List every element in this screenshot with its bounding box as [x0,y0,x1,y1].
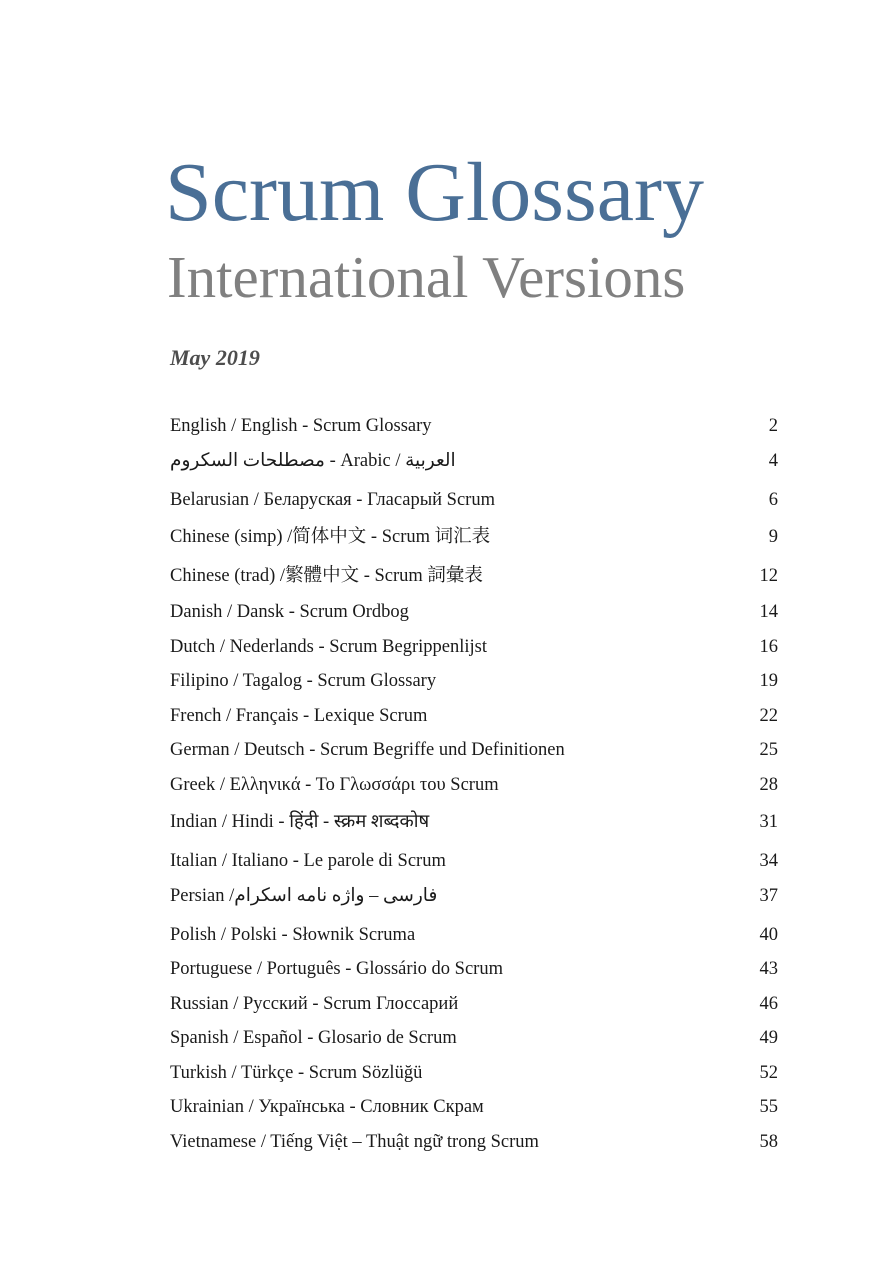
toc-entry-page-number: 14 [759,602,778,622]
toc-entry-chinese-simplified[interactable] [170,523,778,551]
toc-entry-label: Indian / Hindi - हिंदी - स्क्रम शब्दकोष [170,812,430,832]
toc-entry-page-number: 37 [759,886,778,906]
toc-entry-page-number: 49 [759,1028,778,1048]
toc-entry-page-number: 4 [768,451,778,471]
toc-entry-page-number: 58 [759,1132,778,1152]
toc-entry-label: Greek / Ελληνικά - Το Γλωσσάρι του Scrum [170,775,499,795]
toc-entry-italian[interactable] [170,847,778,875]
toc-entry-label: العربية / Arabic - مصطلحات السكروم [170,451,456,471]
toc-entry-page-number: 40 [759,925,778,945]
toc-entry-label: Filipino / Tagalog - Scrum Glossary [170,671,437,691]
toc-entry-hindi[interactable] [170,808,778,836]
toc-entry-label: Polish / Polski - Słownik Scruma [170,925,416,945]
toc-entry-persian[interactable] [170,882,778,910]
document-title: Scrum Glossary [165,146,704,239]
toc-entry-polish[interactable] [170,921,778,949]
toc-entry-label: Spanish / Español - Glosario de Scrum [170,1028,457,1048]
toc-entry-label: Russian / Русский - Scrum Глоссарий [170,994,459,1014]
toc-entry-portuguese[interactable] [170,955,778,983]
toc-entry-label: Italian / Italiano - Le parole di Scrum [170,851,446,871]
toc-entry-page-number: 19 [759,671,778,691]
toc-entry-page-number: 9 [768,527,778,547]
toc-entry-label: Chinese (simp) /简体中文 - Scrum 词汇表 [170,527,491,547]
toc-entry-page-number: 52 [759,1063,778,1083]
toc-entry-french[interactable] [170,702,778,730]
toc-entry-label: Chinese (trad) /繁體中文 - Scrum 詞彙表 [170,566,483,586]
toc-entry-arabic[interactable] [170,447,778,475]
toc-entry-ukrainian[interactable] [170,1093,778,1121]
toc-entry-label: French / Français - Lexique Scrum [170,706,428,726]
toc-entry-page-number: 43 [759,959,778,979]
toc-entry-dutch[interactable] [170,633,778,661]
document-date: May 2019 [170,345,260,370]
toc-entry-page-number: 28 [759,775,778,795]
toc-entry-spanish[interactable] [170,1024,778,1052]
toc-entry-label: Turkish / Türkçe - Scrum Sözlüğü [170,1063,423,1083]
toc-entry-chinese-traditional[interactable] [170,562,778,590]
toc-entry-label: Portuguese / Português - Glossário do Scrum [170,959,503,979]
toc-entry-page-number: 22 [759,706,778,726]
toc-entry-label: German / Deutsch - Scrum Begriffe und Definitionen [170,740,565,760]
toc-entry-page-number: 2 [768,416,778,436]
toc-entry-page-number: 31 [759,812,778,832]
toc-entry-page-number: 6 [768,490,778,510]
toc-entry-danish[interactable] [170,598,778,626]
toc-entry-label: English / English - Scrum Glossary [170,416,432,436]
toc-entry-page-number: 34 [759,851,778,871]
toc-entry-label: Ukrainian / Українська - Словник Скрам [170,1097,484,1117]
toc-entry-label: Persian /فارسی – واژه نامه اسکرام [170,886,438,906]
toc-entry-label: Danish / Dansk - Scrum Ordbog [170,602,409,622]
toc-entry-vietnamese[interactable] [170,1128,778,1156]
toc-entry-page-number: 55 [759,1097,778,1117]
toc-entry-label: Dutch / Nederlands - Scrum Begrippenlijst [170,637,488,657]
toc-entry-label: Belarusian / Беларуская - Гласарый Scrum [170,490,495,510]
toc-entry-german[interactable] [170,736,778,764]
toc-entry-page-number: 46 [759,994,778,1014]
toc-entry-page-number: 25 [759,740,778,760]
toc-entry-english[interactable] [170,412,778,440]
toc-entry-turkish[interactable] [170,1059,778,1087]
toc-entry-russian[interactable] [170,990,778,1018]
toc-entry-page-number: 16 [759,637,778,657]
toc-entry-greek[interactable] [170,771,778,799]
toc-entry-label: Vietnamese / Tiếng Việt – Thuật ngữ trong Scrum [170,1132,539,1152]
toc-entry-page-number: 12 [759,566,778,586]
document-subtitle: International Versions [167,244,686,310]
toc-entry-filipino[interactable] [170,667,778,695]
toc-entry-belarusian[interactable] [170,486,778,514]
